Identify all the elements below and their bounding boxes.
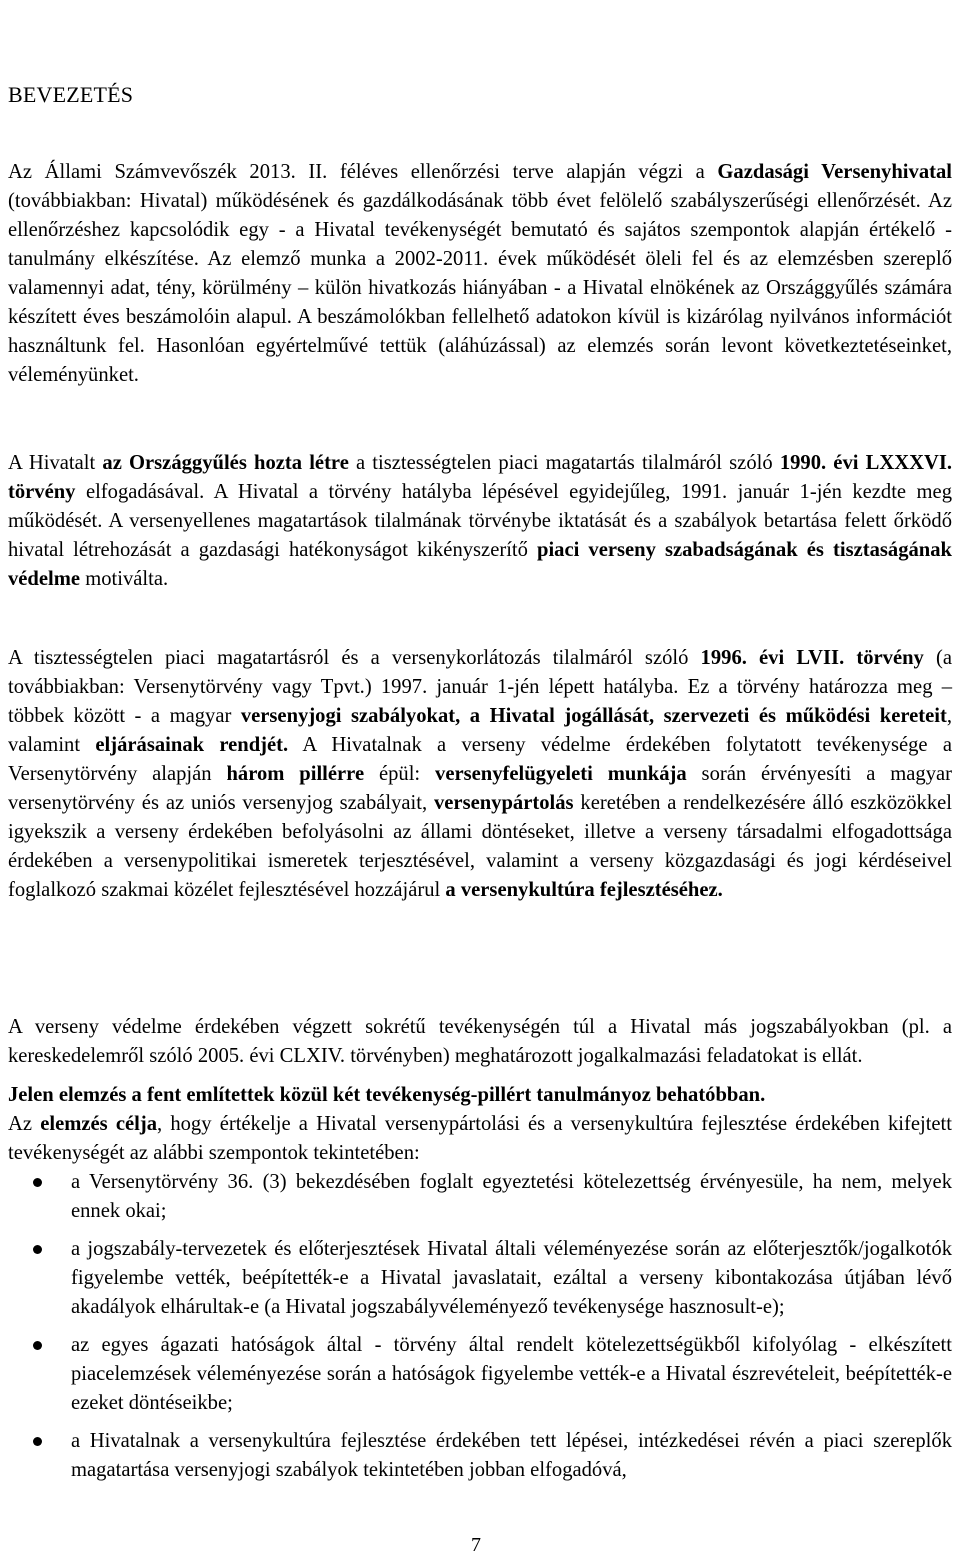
text-run: A tisztességtelen piaci magatartásról és a versenykorlátozás tilalmáról szóló: [8, 647, 701, 669]
bullet-icon: [33, 1341, 42, 1350]
paragraph-intro: [8, 158, 952, 390]
bold-run: versenyjogi szabályokat, a Hivatal jogállását, szervezeti és működési kereteit: [240, 705, 947, 727]
list-item-text: az egyes ágazati hatóságok által - törvény által rendelt kötelezettségükből kifolyólag - elkészített piacelemzések véleményezése során a hatóságok figyelembe vették-e a Hivatal észrevételeit, beépítették-e ezeket döntéseikbe;: [71, 1334, 952, 1414]
bold-run: az Országgyűlés hozta létre: [102, 452, 349, 474]
text-run: Az: [8, 1113, 41, 1135]
paragraph-focus: [8, 1081, 952, 1110]
text-run: épül:: [364, 763, 436, 785]
text-run: (továbbiakban: Hivatal) működésének és gazdálkodásának több évet felölelő szabályszerűségi ellenőrzését. Az ellenőrzéshez kapcsolódik egy - a Hivatal tevékenységét bemutató és sajátos szempontok alapján értékelő - tanulmány elkészítése. Az elemző munka a 2002-2011. évek működését öleli fel és az elemzésben szereplő valamennyi adat, tény, körülmény – külön hivatkozás hiányában - a Hivatal elnökének az Országgyűlés számára készített éves beszámolóin alapul. A beszámolókban fellelhető adatokon kívül is kizárólag nyilvános információt használtunk fel. Hasonlóan egyértelművé tettük (aláhúzással) az elemzés során levont következtetéseinket, véleményünket.: [8, 190, 952, 386]
paragraph-founding: [8, 449, 952, 594]
list-item-text: a Versenytörvény 36. (3) bekezdésében foglalt egyeztetési kötelezettség érvényesüle, ha nem, melyek ennek okai;: [71, 1171, 952, 1222]
text-run: során érvényesíti a magyar versenytörvény és az uniós versenyjog szabályait,: [8, 763, 952, 814]
aim-bullet-list: [0, 1168, 952, 1494]
bold-run: versenyfelügyeleti munkája: [435, 763, 687, 785]
bold-run: eljárásainak rendjét.: [95, 734, 289, 756]
text-run: motiválta.: [80, 568, 169, 590]
paragraph-other-tasks: A verseny védelme érdekében végzett sokrétű tevékenységén túl a Hivatal más jogszabályokban (pl. a kereskedelemről szóló 2005. évi CLXIV. törvényben) meghatározott jogalkalmazási feladatokat is ellát.: [8, 1016, 952, 1067]
page-number: 7: [471, 1534, 481, 1556]
list-item-text: a Hivatalnak a versenykultúra fejlesztése érdekében tett lépései, intézkedései révén a piaci szereplők magatartása versenyjogi szabályok tekintetében jobban elfogadóvá,: [71, 1430, 952, 1481]
list-item: [0, 1427, 952, 1485]
bold-run: 1996. évi LVII. törvény: [700, 647, 924, 669]
text-run: A Hivatalnak a verseny védelme érdekében folytatott tevékenysége a Versenytörvény alapján: [8, 734, 952, 785]
bold-run: három pillérre: [226, 763, 365, 785]
bullet-icon: [33, 1178, 42, 1187]
paragraph-aim: [8, 1110, 952, 1168]
bold-run: elemzés célja: [40, 1113, 157, 1135]
text-run: keretében a rendelkezésére álló eszközökkel igyekszik a verseny érdekében befolyásolni az állami döntéseket, illetve a verseny társadalmi elfogadottsága érdekében a versenypolitikai ismeretek terjesztésével, valamint a verseny közgazdasági és jogi kérdéseivel foglalkozó szakmai közélet fejlesztésével hozzájárul: [8, 792, 953, 901]
bold-run: a versenykultúra fejlesztéséhez.: [445, 879, 723, 901]
bullet-icon: [33, 1437, 42, 1446]
bold-run: Jelen elemzés a fent említettek közül két tevékenység-pillért tanulmányoz behatóbban.: [8, 1084, 766, 1106]
bold-run: Gazdasági Versenyhivatal: [717, 161, 952, 183]
bold-run: piaci verseny szabadságának és tisztaságának védelme: [8, 539, 952, 590]
bold-run: 1990. évi LXXXVI. törvény: [8, 452, 953, 503]
text-run: (a továbbiakban: Versenytörvény vagy Tpvt.) 1997. január 1-jén lépett hatályba. Ez a törvény határozza meg – többek között - a magyar: [8, 647, 952, 727]
section-heading: BEVEZETÉS: [8, 82, 134, 107]
text-run: Az Állami Számvevőszék 2013. II. féléves ellenőrzési terve alapján végzi a: [8, 161, 718, 183]
text-run: elfogadásával. A Hivatal a törvény hatályba lépésével egyidejűleg, 1991. január 1-jén kezdte meg működését. A versenyellenes magatartások tilalmának törvénybe iktatását és a szabályok betartása felett őrködő hivatal létrehozását a gazdasági hatékonyságot kikényszerítő: [8, 481, 952, 561]
list-item: [0, 1168, 952, 1226]
paragraph-competition-law: [8, 644, 952, 905]
text-run: , hogy értékelje a Hivatal versenypártolási és a versenykultúra fejlesztése érdekében kifejtett tevékenységét az alábbi szempontok tekintetében:: [8, 1113, 952, 1164]
list-item: [0, 1235, 952, 1322]
bold-run: versenypártolás: [434, 792, 574, 814]
text-run: a tisztességtelen piaci magatartás tilalmáról szóló: [348, 452, 780, 474]
bullet-icon: [33, 1245, 42, 1254]
text-run: A Hivatalt: [8, 452, 103, 474]
list-item-text: a jogszabály-tervezetek és előterjesztések Hivatal általi véleményezése során az előterjesztők/jogalkotók figyelembe vették, beépítették-e a Hivatal javaslatait, ezáltal a verseny kibontakozása útjában lévő akadályok elhárultak-e (a Hivatal jogszabályvéleményező tevékenysége hasznosult-e);: [71, 1238, 952, 1318]
text-run: , valamint: [8, 705, 953, 756]
list-item: [0, 1331, 952, 1418]
